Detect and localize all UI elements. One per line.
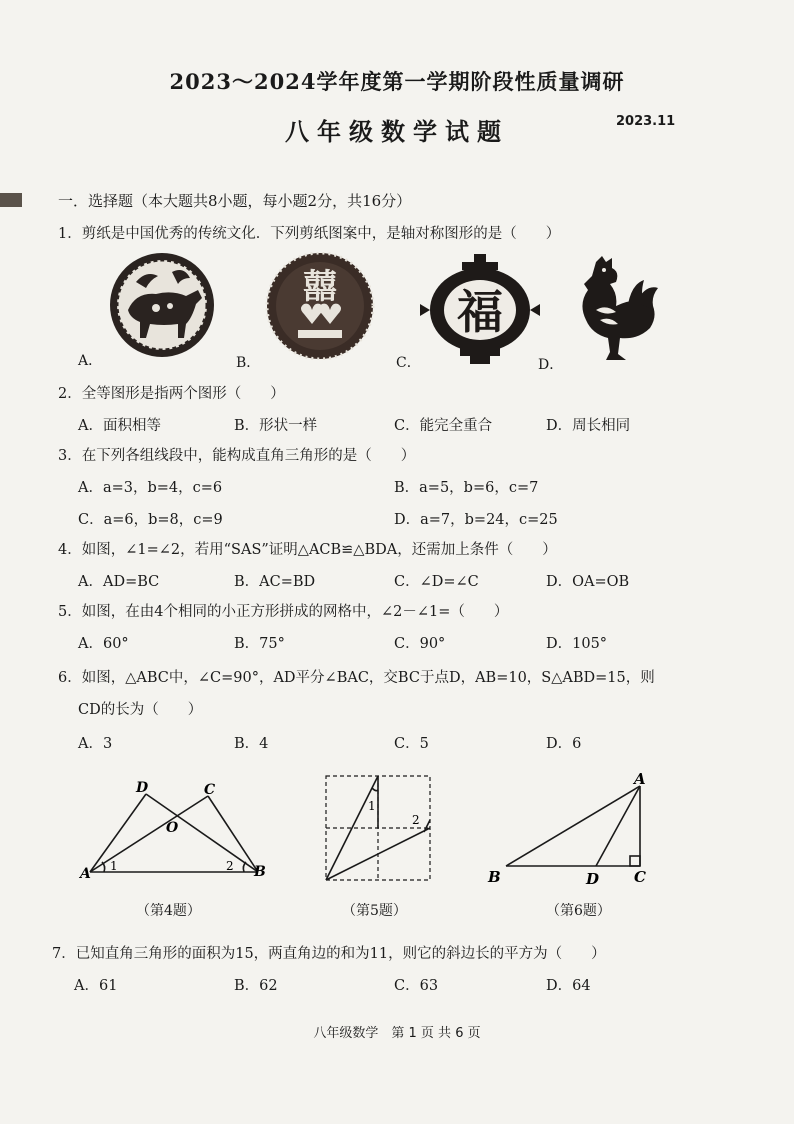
- fig4-label-b: B: [254, 864, 266, 880]
- q1-label-d: D．: [538, 357, 564, 373]
- page-footer: 八年级数学 第 1 页 共 6 页: [313, 1026, 481, 1041]
- fig4-label-angle1: 1: [110, 859, 118, 873]
- q5-option-a: A．60°: [78, 636, 129, 652]
- section-heading: 一．选择题（本大题共8小题，每小题2分，共16分）: [58, 192, 412, 210]
- fig5-label-angle1: 1: [368, 799, 376, 813]
- q3-stem: 3．在下列各组线段中，能构成直角三角形的是（ ）: [58, 448, 416, 464]
- q2-stem: 2．全等图形是指两个图形（ ）: [58, 386, 285, 402]
- papercut-rooster-image: [566, 254, 662, 366]
- exam-date: 2023.11: [616, 114, 676, 129]
- q7-stem: 7．已知直角三角形的面积为15，两直角边的和为11，则它的斜边长的平方为（ ）: [52, 946, 606, 962]
- fig6-label-d: D: [586, 870, 600, 886]
- figure-6-triangle-diagram: [484, 770, 660, 886]
- exam-title: 2023～2024学年度第一学期阶段性质量调研: [169, 69, 625, 94]
- q6-option-d: D．6: [546, 736, 582, 752]
- q4-stem: 4．如图，∠1=∠2，若用“SAS”证明△ACB≌△BDA，还需加上条件（ ）: [58, 542, 557, 558]
- q6-option-c: C．5: [394, 736, 429, 752]
- q6-option-a: A．3: [78, 736, 113, 752]
- fig4-label-o: O: [166, 820, 179, 836]
- q2-option-a: A．面积相等: [78, 418, 161, 434]
- q7-option-a: A．61: [74, 978, 118, 994]
- fig4-label-a: A: [80, 866, 91, 882]
- q3-option-a: A．a=3，b=4，c=6: [78, 480, 223, 496]
- q5-stem: 5．如图，在由4个相同的小正方形拼成的网格中，∠2－∠1=（ ）: [58, 604, 509, 620]
- figure-6-caption: （第6题）: [546, 903, 611, 919]
- q5-option-b: B．75°: [234, 636, 285, 652]
- fu-char: 福: [457, 285, 503, 339]
- q6-stem-line2: CD的长为（ ）: [78, 702, 203, 718]
- fig6-label-a: A: [634, 770, 646, 788]
- figure-5-grid-diagram: [320, 770, 436, 886]
- papercut-double-happiness-image: [264, 252, 376, 360]
- papercut-lantern-fu-image: [420, 254, 540, 364]
- exam-subtitle: 八年级数学试题: [285, 117, 509, 146]
- q1-label-c: C．: [396, 355, 421, 371]
- q7-option-c: C．63: [394, 978, 439, 994]
- q4-option-d: D．OA=OB: [546, 574, 630, 590]
- figure-4-diagram: [78, 778, 274, 884]
- edge-mark: [0, 193, 22, 207]
- q6-stem-line1: 6．如图，△ABC中，∠C=90°，AD平分∠BAC，交BC于点D，AB=10，S△ABD=15，则: [58, 670, 655, 686]
- fig4-label-d: D: [136, 780, 149, 796]
- fig6-label-b: B: [488, 868, 501, 886]
- q7-option-d: D．64: [546, 978, 591, 994]
- q6-option-b: B．4: [234, 736, 269, 752]
- q3-option-c: C．a=6，b=8，c=9: [78, 512, 223, 528]
- fig4-label-c: C: [204, 782, 216, 798]
- q2-option-c: C．能完全重合: [394, 418, 493, 434]
- q5-option-c: C．90°: [394, 636, 446, 652]
- q4-option-a: A．AD=BC: [78, 574, 160, 590]
- q2-option-d: D．周长相同: [546, 418, 631, 434]
- q3-option-d: D．a=7，b=24，c=25: [394, 512, 558, 528]
- q2-option-b: B．形状一样: [234, 418, 318, 434]
- q1-label-a: A．: [78, 353, 103, 369]
- q1-stem: 1．剪纸是中国优秀的传统文化．下列剪纸图案中，是轴对称图形的是（ ）: [58, 226, 561, 242]
- q4-option-c: C．∠D=∠C: [394, 574, 479, 590]
- fig6-label-c: C: [634, 868, 646, 886]
- fig5-label-angle2: 2: [412, 813, 420, 827]
- papercut-ox-image: [106, 252, 218, 358]
- figure-4-caption: （第4题）: [136, 903, 201, 919]
- q4-option-b: B．AC=BD: [234, 574, 316, 590]
- figure-5-caption: （第5题）: [342, 903, 407, 919]
- q5-option-d: D．105°: [546, 636, 608, 652]
- q3-option-b: B．a=5，b=6，c=7: [394, 480, 539, 496]
- q1-label-b: B．: [236, 355, 261, 371]
- fig4-label-angle2: 2: [226, 859, 234, 873]
- double-happiness-char: 囍: [303, 267, 337, 307]
- q7-option-b: B．62: [234, 978, 278, 994]
